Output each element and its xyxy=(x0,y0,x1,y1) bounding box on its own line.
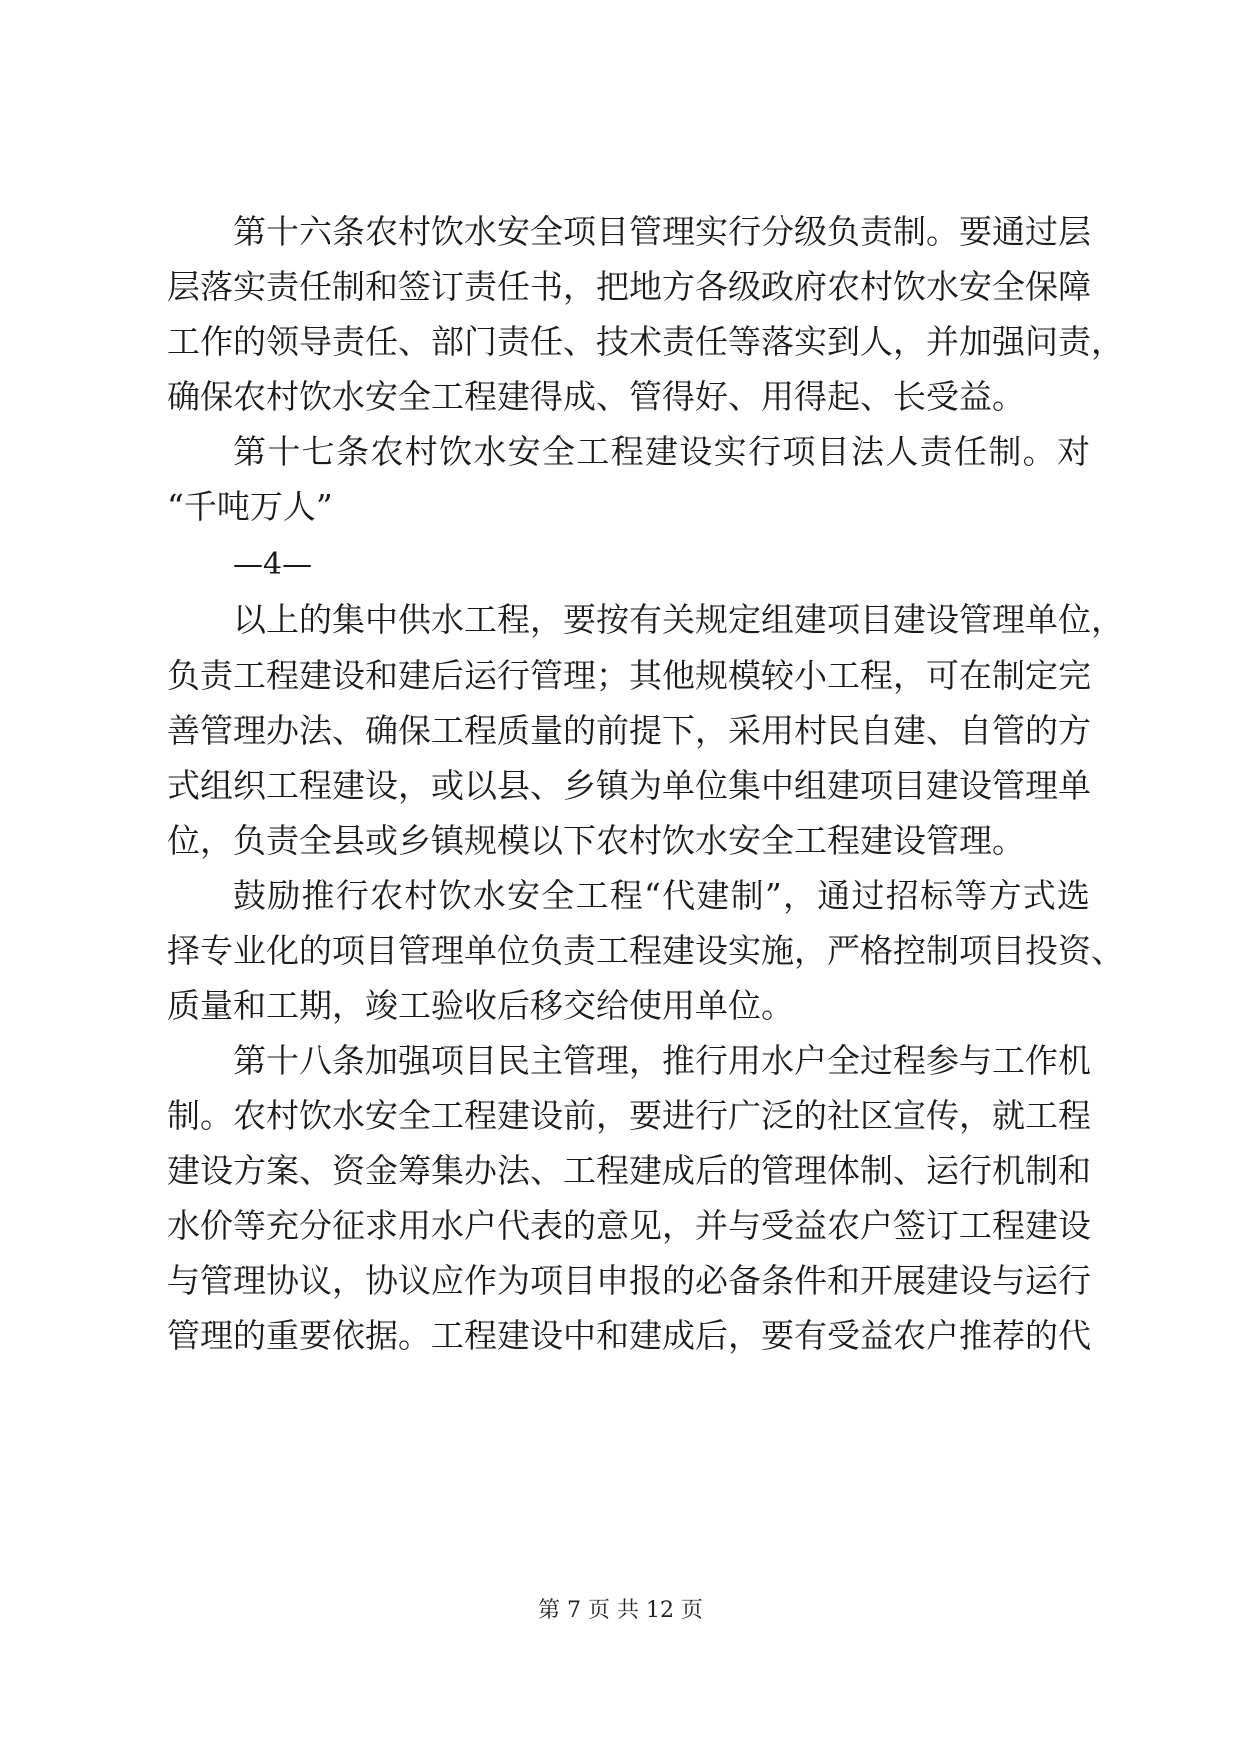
paragraph-line: 式组织工程建设，或以县、乡镇为单位集中组建项目建设管理单 xyxy=(167,766,1091,805)
paragraph-line: 负责工程建设和建后运行管理；其他规模较小工程，可在制定完 xyxy=(167,656,1091,695)
paragraph-line: 水价等充分征求用水户代表的意见，并与受益农户签订工程建设 xyxy=(167,1206,1091,1245)
paragraph-line: 以上的集中供水工程，要按有关规定组建项目建设管理单位， xyxy=(233,600,1124,639)
paragraph-line: 建设方案、资金筹集办法、工程建成后的管理体制、运行机制和 xyxy=(167,1151,1091,1190)
paragraph-line: 择专业化的项目管理单位负责工程建设实施，严格控制项目投资、 xyxy=(167,931,1124,970)
paragraph-line: 质量和工期，竣工验收后移交给使用单位。 xyxy=(167,986,794,1025)
paragraph-line: 第十六条农村饮水安全项目管理实行分级负责制。要通过层 xyxy=(233,212,1091,251)
paragraph-line: 制。农村饮水安全工程建设前，要进行广泛的社区宣传，就工程 xyxy=(167,1096,1091,1135)
paragraph-line: 确保农村饮水安全工程建得成、管得好、用得起、长受益。 xyxy=(167,377,1025,416)
paragraph-line: 层落实责任制和签订责任书，把地方各级政府农村饮水安全保障 xyxy=(167,267,1091,306)
paragraph-line: “千吨万人” xyxy=(167,487,333,526)
paragraph-line: 第十七条农村饮水安全工程建设实行项目法人责任制。对 xyxy=(233,432,1090,471)
page-footer: 第 7 页 共 12 页 xyxy=(538,1598,703,1623)
paragraph-line: 位，负责全县或乡镇规模以下农村饮水安全工程建设管理。 xyxy=(167,821,1025,860)
inline-page-number: —4— xyxy=(233,547,313,582)
paragraph-line: 善管理办法、确保工程质量的前提下，采用村民自建、自管的方 xyxy=(167,711,1091,750)
paragraph-line: 管理的重要依据。工程建设中和建成后，要有受益农户推荐的代 xyxy=(167,1316,1091,1355)
paragraph-line: 第十八条加强项目民主管理，推行用水户全过程参与工作机 xyxy=(233,1041,1091,1080)
paragraph-line: 鼓励推行农村饮水安全工程“代建制”，通过招标等方式选 xyxy=(233,876,1090,915)
paragraph-line: 与管理协议，协议应作为项目申报的必备条件和开展建设与运行 xyxy=(167,1261,1091,1300)
paragraph-line: 工作的领导责任、部门责任、技术责任等落实到人，并加强问责， xyxy=(167,322,1124,361)
